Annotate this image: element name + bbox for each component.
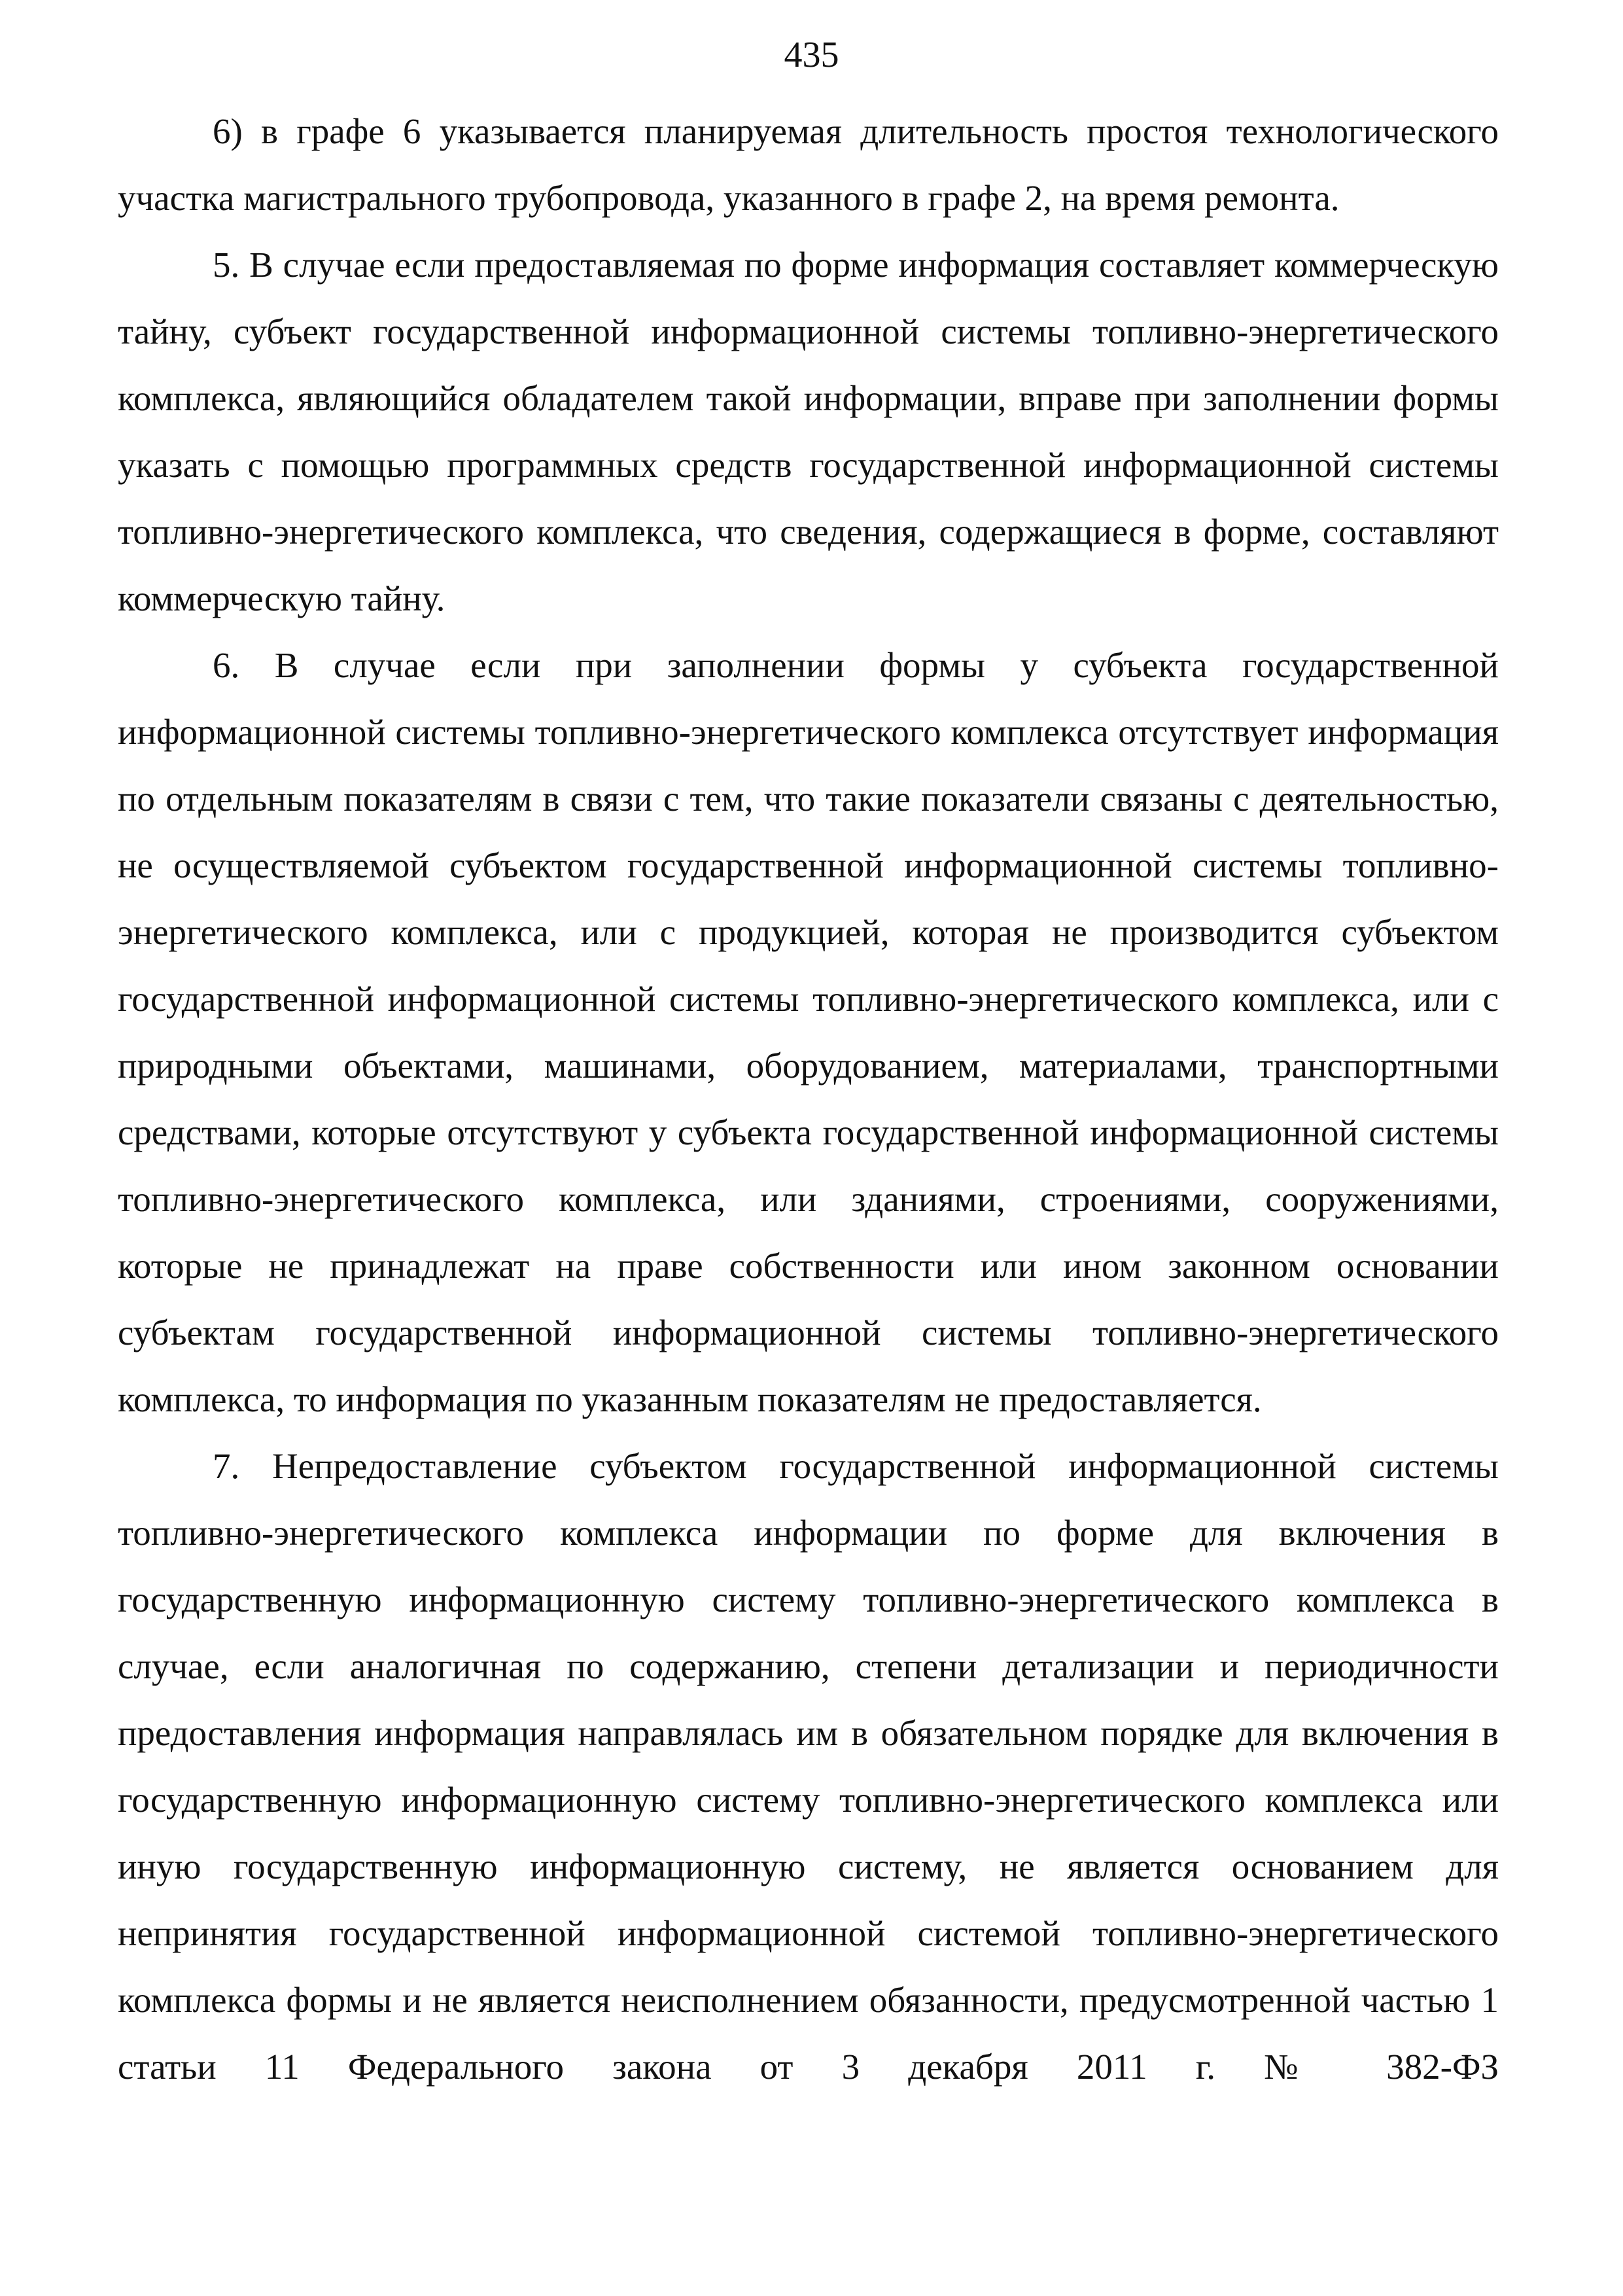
paragraph-graph-6: 6) в графе 6 указывается планируемая длительность простоя технологического участка магистрального трубопровода, указанного в графе 2, на время ремонта. <box>118 111 1499 218</box>
paragraph-item-7: 7. Непредоставление субъектом государственной информационной системы топливно-энергетического комплекса информации по форме для включения в государственную информационную систему топливно-энергетического комплекса в случае, если аналогичная по содержанию, степени детализации и периодичности предоставления информация направлялась им в обязательном порядке для включения в государственную информационную систему топливно-энергетического комплекса или иную государственную информационную систему, не является основанием для непринятия государственной информационной системой топливно-энергетического комплекса формы и не является неисполнением обязанности, предусмотренной частью 1 статьи 11 Федерального закона от 3 декабря 2011 г. № 382-ФЗ <box>118 1446 1499 2087</box>
paragraph-item-5: 5. В случае если предоставляемая по форме информация составляет коммерческую тайну, субъект государственной информационной системы топливно-энергетического комплекса, являющийся обладателем такой информации, вправе при заполнении формы указать с помощью программных средств государственной информационной системы топливно-энергетического комплекса, что сведения, содержащиеся в форме, составляют коммерческую тайну. <box>118 245 1499 618</box>
page-number: 435 <box>784 35 839 75</box>
document-body <box>118 98 1499 2100</box>
paragraph-item-6: 6. В случае если при заполнении формы у субъекта государственной информационной системы топливно-энергетического комплекса отсутствует информация по отдельным показателям в связи с тем, что такие показатели связаны с деятельностью, не осуществляемой субъектом государственной информационной системы топливно-энергетического комплекса, или с продукцией, которая не производится субъектом государственной информационной системы топливно-энергетического комплекса, или с природными объектами, машинами, оборудованием, материалами, транспортными средствами, которые отсутствуют у субъекта государственной информационной системы топливно-энергетического комплекса, или зданиями, строениями, сооружениями, которые не принадлежат на праве собственности или ином законном основании субъектам государственной информационной системы топливно-энергетического комплекса, то информация по указанным показателям не предоставляется. <box>118 645 1499 1419</box>
